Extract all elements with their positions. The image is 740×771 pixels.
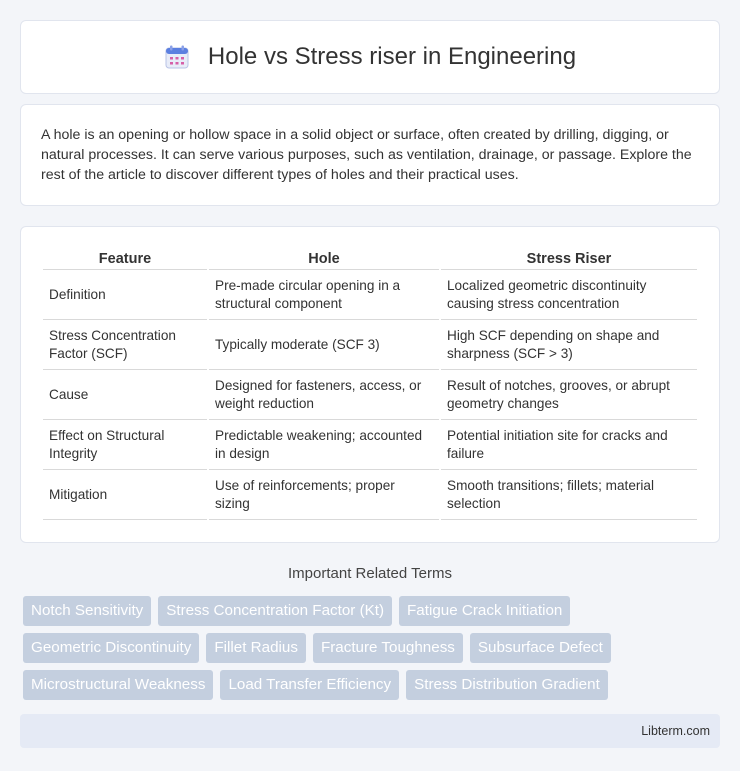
table-header-stress-riser: Stress Riser (441, 245, 697, 270)
table-cell: Pre-made circular opening in a structural component (209, 270, 439, 320)
table-row (43, 270, 697, 320)
table-cell: Designed for fasteners, access, or weight reduction (209, 370, 439, 420)
table-cell: Use of reinforcements; proper sizing (209, 470, 439, 520)
related-term-tag[interactable]: Subsurface Defect (470, 633, 611, 663)
comparison-card (20, 226, 720, 543)
table-row (43, 470, 697, 520)
related-term-tag[interactable]: Fillet Radius (206, 633, 306, 663)
table-cell: Mitigation (43, 470, 207, 520)
table-cell: Smooth transitions; fillets; material selection (441, 470, 697, 520)
intro-card (20, 104, 720, 206)
table-cell: Effect on Structural Integrity (43, 420, 207, 470)
table-cell: Definition (43, 270, 207, 320)
table-cell: Potential initiation site for cracks and failure (441, 420, 697, 470)
related-term-tag[interactable]: Load Transfer Efficiency (220, 670, 399, 700)
related-terms-title: Important Related Terms (288, 565, 452, 582)
table-header-hole: Hole (209, 245, 439, 270)
table-row (43, 320, 697, 370)
related-term-tag[interactable]: Fracture Toughness (313, 633, 463, 663)
table-cell: Predictable weakening; accounted in design (209, 420, 439, 470)
related-term-tag[interactable]: Stress Concentration Factor (Kt) (158, 596, 392, 626)
related-term-tag[interactable]: Microstructural Weakness (23, 670, 213, 700)
table-cell: Result of notches, grooves, or abrupt geometry changes (441, 370, 697, 420)
table-header-feature: Feature (43, 245, 207, 270)
table-row (43, 370, 697, 420)
table-cell: Cause (43, 370, 207, 420)
related-term-tag[interactable]: Geometric Discontinuity (23, 633, 199, 663)
comparison-table (41, 245, 699, 520)
page-title: Hole vs Stress riser in Engineering (207, 43, 577, 70)
related-term-tag[interactable]: Stress Distribution Gradient (406, 670, 608, 700)
intro-text: A hole is an opening or hollow space in a solid object or surface, often created by drilling, digging, or natural processes. It can serve various purposes, such as ventilation, drainage, or passage. Explore the rest of the article to discover different types of holes and their practical uses. (41, 127, 692, 183)
footer (20, 714, 720, 748)
related-terms-list (20, 596, 720, 700)
header-card (20, 20, 720, 94)
related-term-tag[interactable]: Notch Sensitivity (23, 596, 151, 626)
table-header-row (43, 245, 697, 270)
table-cell: Localized geometric discontinuity causing stress concentration (441, 270, 697, 320)
table-cell: Typically moderate (SCF 3) (209, 320, 439, 370)
table-row (43, 420, 697, 470)
table-cell: High SCF depending on shape and sharpness (SCF > 3) (441, 320, 697, 370)
table-cell: Stress Concentration Factor (SCF) (43, 320, 207, 370)
footer-brand[interactable]: Libterm.com (641, 724, 710, 738)
calendar-icon (164, 44, 190, 70)
related-term-tag[interactable]: Fatigue Crack Initiation (399, 596, 570, 626)
